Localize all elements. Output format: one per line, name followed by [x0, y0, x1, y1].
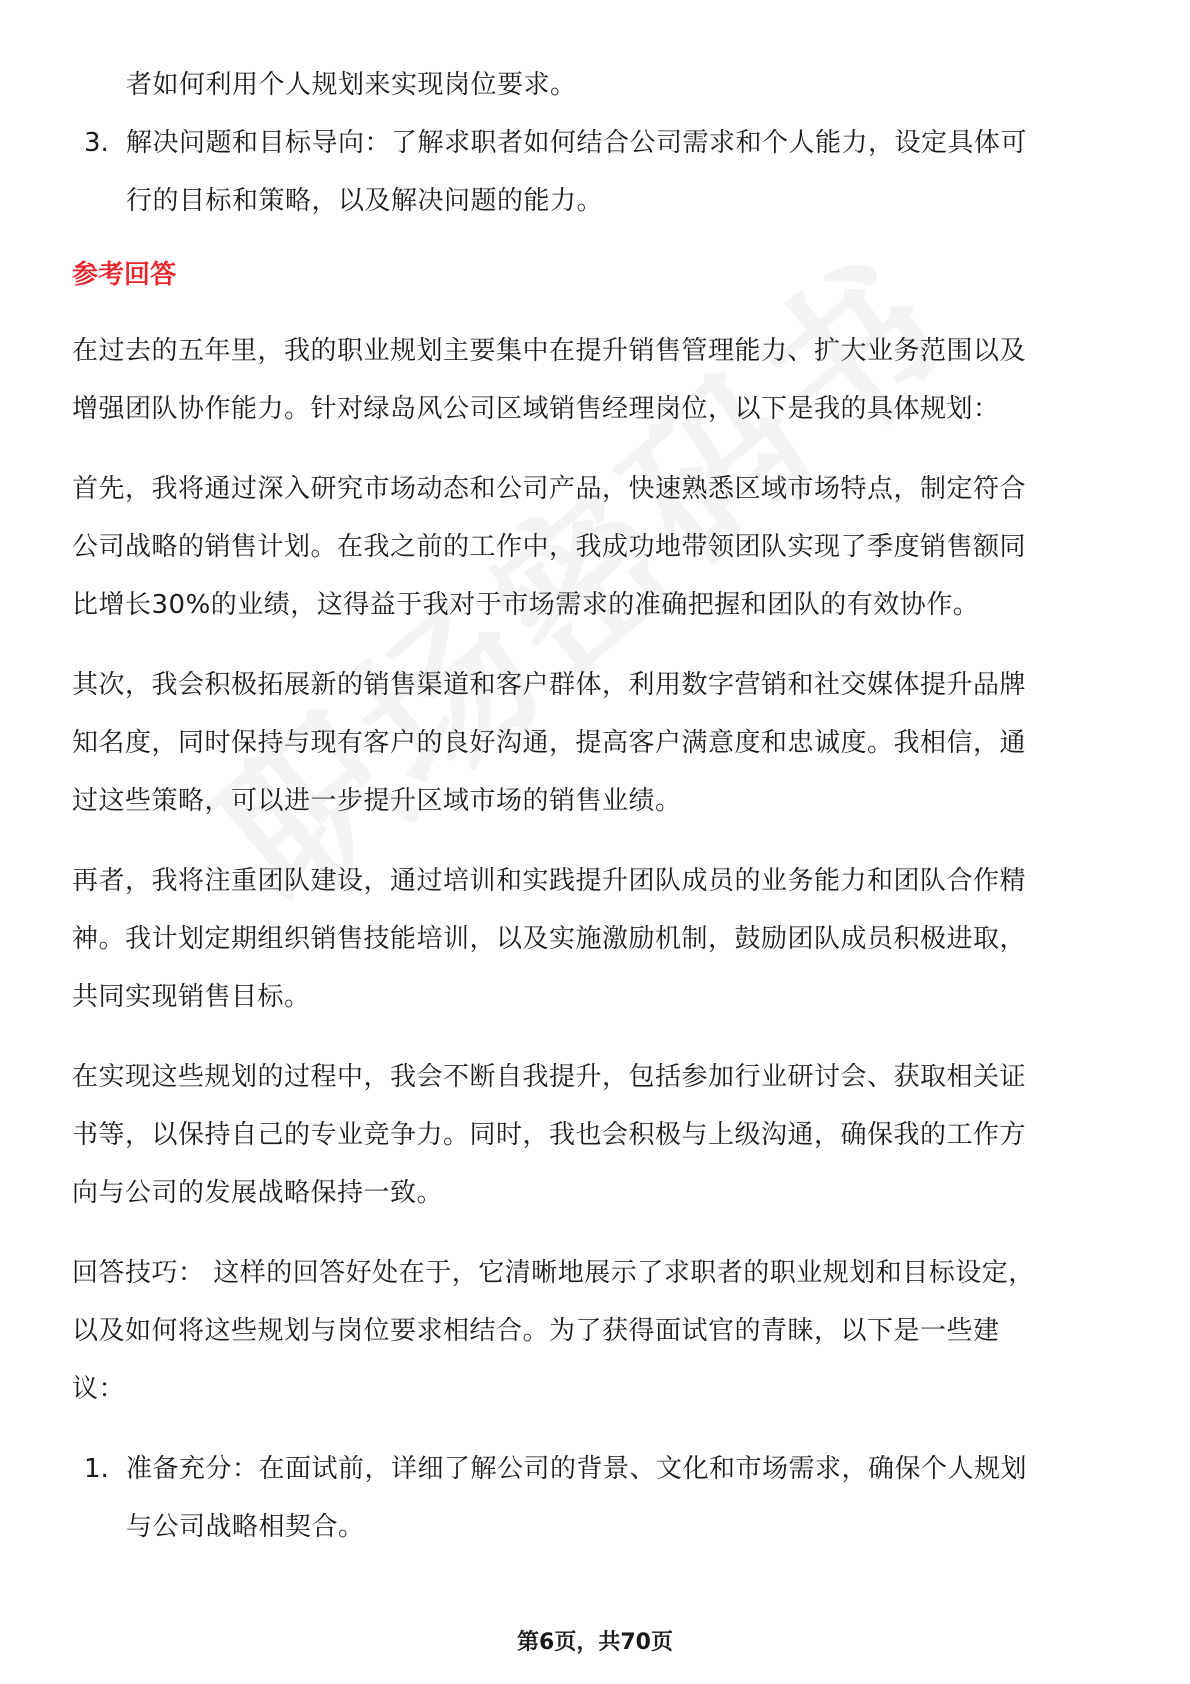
paragraph-line: 过这些策略，可以进一步提升区域市场的销售业绩。 [72, 786, 682, 816]
list-item-line: 行的目标和策略，以及解决问题的能力。 [126, 186, 604, 216]
paragraph-4 [72, 852, 1118, 1026]
list-item-continuation: 者如何利用个人规划来实现岗位要求。 [126, 70, 577, 100]
paragraph-tips [72, 1244, 1118, 1418]
paragraph-line: 书等，以保持自己的专业竞争力。同时，我也会积极与上级沟通，确保我的工作方 [72, 1120, 1027, 1150]
list-number: 1. [84, 1454, 109, 1484]
paragraph-line: 在过去的五年里，我的职业规划主要集中在提升销售管理能力、扩大业务范围以及 [72, 336, 1027, 366]
list-item-line: 准备充分：在面试前，详细了解公司的背景、文化和市场需求，确保个人规划 [126, 1454, 1028, 1484]
list-item-line: 与公司战略相契合。 [126, 1512, 365, 1542]
paragraph-line: 向与公司的发展战略保持一致。 [72, 1178, 444, 1208]
paragraph-line: 首先，我将通过深入研究市场动态和公司产品，快速熟悉区域市场特点，制定符合 [72, 474, 1027, 504]
list-number: 3. [84, 128, 109, 158]
list-item-3 [72, 114, 1118, 230]
paragraph-line: 知名度，同时保持与现有客户的良好沟通，提高客户满意度和忠诚度。我相信，通 [72, 728, 1027, 758]
document-body [72, 56, 1118, 1556]
section-heading: 参考回答 [72, 260, 177, 290]
list-item-line: 解决问题和目标导向：了解求职者如何结合公司需求和个人能力，设定具体可 [126, 128, 1028, 158]
page-number: 第6页，共70页 [517, 1630, 673, 1655]
paragraph-line: 公司战略的销售计划。在我之前的工作中，我成功地带领团队实现了季度销售额同 [72, 532, 1027, 562]
paragraph-line: 其次，我会积极拓展新的销售渠道和客户群体，利用数字营销和社交媒体提升品牌 [72, 670, 1027, 700]
paragraph-1 [72, 322, 1118, 438]
paragraph-line: 共同实现销售目标。 [72, 982, 311, 1012]
paragraph-line: 在实现这些规划的过程中，我会不断自我提升，包括参加行业研讨会、获取相关证 [72, 1062, 1027, 1092]
paragraph-line: 议： [72, 1374, 126, 1404]
paragraph-line: 以及如何将这些规划与岗位要求相结合。为了获得面试官的青睐，以下是一些建 [72, 1316, 1000, 1346]
paragraph-line: 回答技巧： 这样的回答好处在于，它清晰地展示了求职者的职业规划和目标设定， [72, 1258, 1035, 1288]
paragraph-line: 增强团队协作能力。针对绿岛风公司区域销售经理岗位，以下是我的具体规划： [72, 394, 1000, 424]
paragraph-line: 再者，我将注重团队建设，通过培训和实践提升团队成员的业务能力和团队合作精 [72, 866, 1027, 896]
paragraph-3 [72, 656, 1118, 830]
paragraph-2 [72, 460, 1118, 634]
paragraph-5 [72, 1048, 1118, 1222]
paragraph-line: 比增长30%的业绩，这得益于我对于市场需求的准确把握和团队的有效协作。 [72, 590, 980, 620]
paragraph-line: 神。我计划定期组织销售技能培训，以及实施激励机制，鼓励团队成员积极进取， [72, 924, 1027, 954]
list-item-1 [72, 1440, 1118, 1556]
